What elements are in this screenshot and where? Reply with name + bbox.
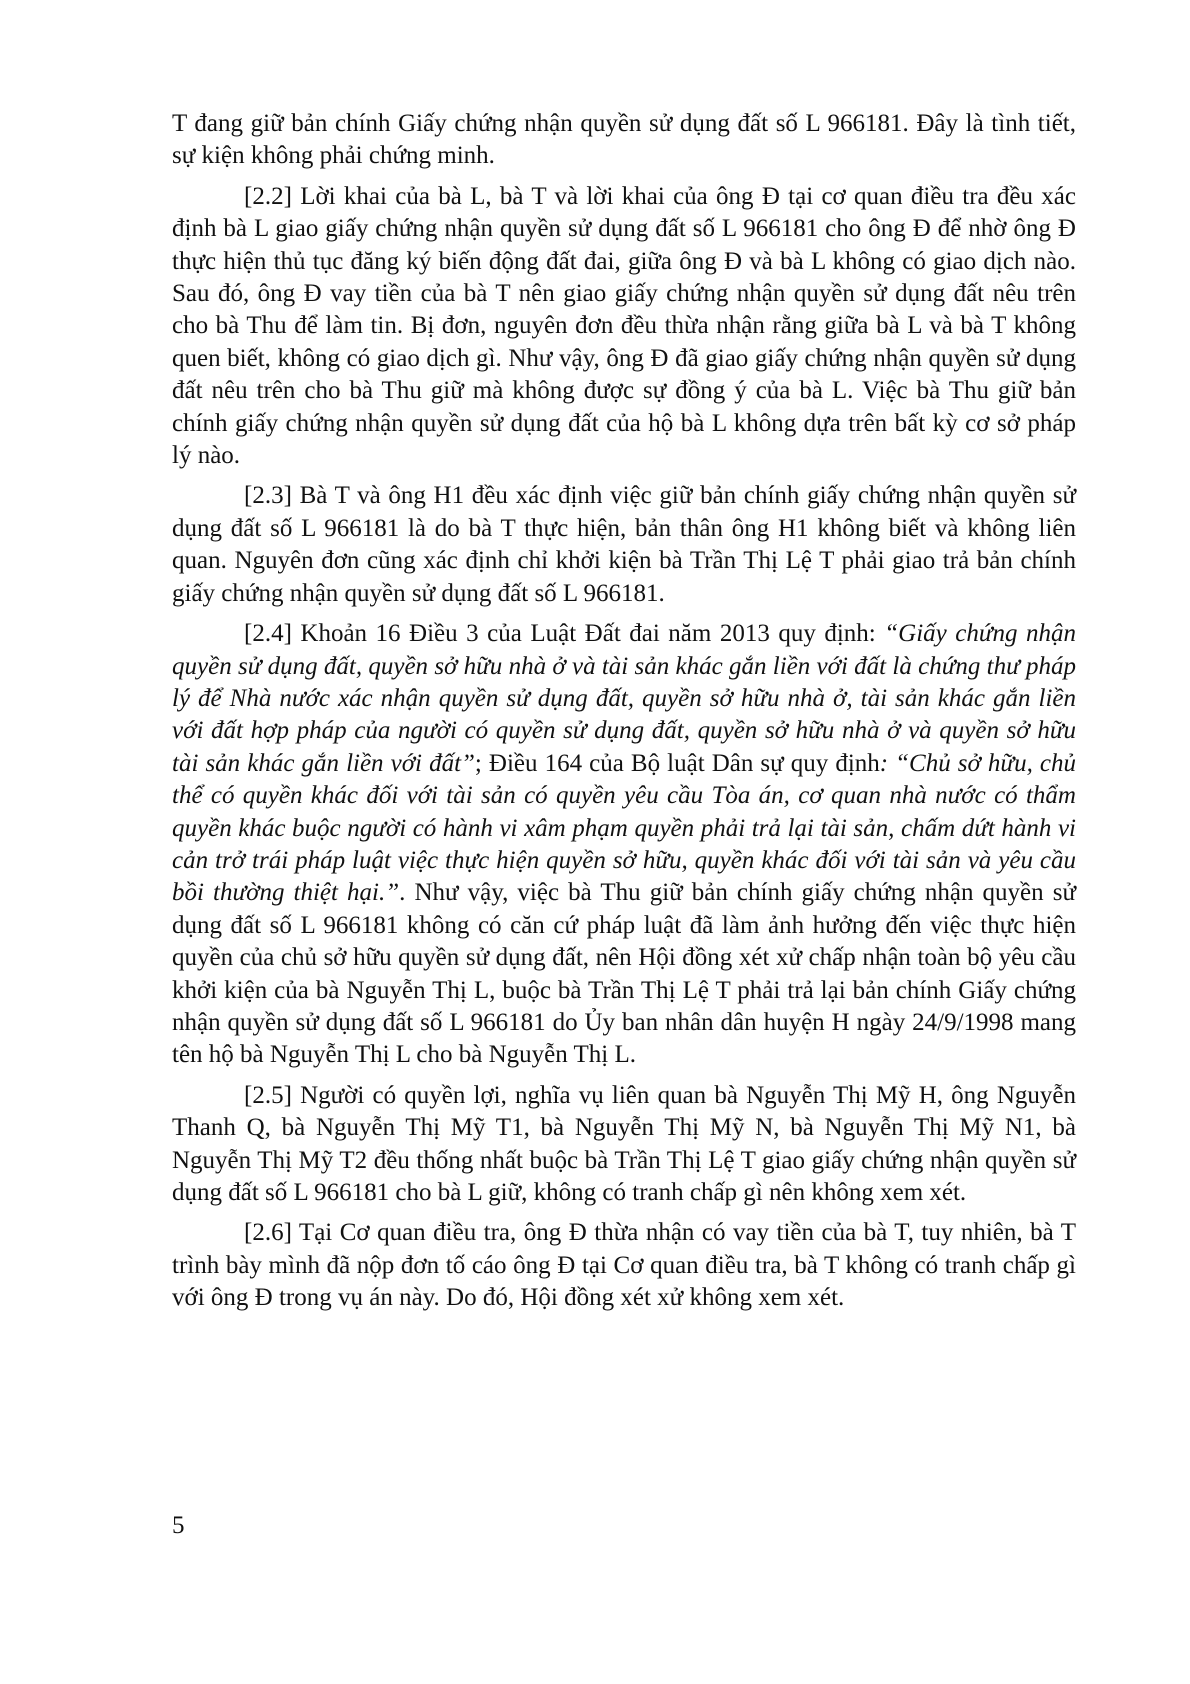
paragraph-text: [2.2] Lời khai của bà L, bà T và lời khai của ông Đ tại cơ quan điều tra đều xác định bà L giao giấy chứng nhận quyền sử dụng đất số L 966181 cho ông Đ để nhờ ông Đ thực hiện thủ tục đăng ký biến động đất đai, giữa ông Đ và bà L không có giao dịch nào. Sau đó, ông Đ vay tiền của bà T nên giao giấy chứng nhận quyền sử dụng đất nêu trên cho bà Thu để làm tin. Bị đơn, nguyên đơn đều thừa nhận rằng giữa bà L và bà T không quen biết, không có giao dịch gì. Như vậy, ông Đ đã giao giấy chứng nhận quyền sử dụng đất nêu trên cho bà Thu giữ mà không được sự đồng ý của bà L. Việc bà Thu giữ bản chính giấy chứng nhận quyền sử dụng đất của hộ bà L không dựa trên bất kỳ cơ sở pháp lý nào. [172, 182, 1076, 470]
paragraph-continuation [172, 108, 1076, 173]
paragraph-text: ; Điều 164 của Bộ luật Dân sự quy định [474, 749, 880, 777]
document-body [172, 108, 1076, 1323]
paragraph-text: [2.5] Người có quyền lợi, nghĩa vụ liên quan bà Nguyễn Thị Mỹ H, ông Nguyễn Thanh Q, bà Nguyễn Thị Mỹ T1, bà Nguyễn Thị Mỹ N, bà Nguyễn Thị Mỹ N1, bà Nguyễn Thị Mỹ T2 đều thống nhất buộc bà Trần Thị Lệ T giao giấy chứng nhận quyền sử dụng đất số L 966181 cho bà L giữ, không có tranh chấp gì nên không xem xét. [172, 1081, 1076, 1206]
paragraph-text: [2.6] Tại Cơ quan điều tra, ông Đ thừa nhận có vay tiền của bà T, tuy nhiên, bà T trình bày mình đã nộp đơn tố cáo ông Đ tại Cơ quan điều tra, bà T không có tranh chấp gì với ông Đ trong vụ án này. Do đó, Hội đồng xét xử không xem xét. [172, 1219, 1076, 1312]
paragraph-2-6 [172, 1217, 1076, 1314]
paragraph-2-3 [172, 480, 1076, 610]
paragraph-text: [2.3] Bà T và ông H1 đều xác định việc giữ bản chính giấy chứng nhận quyền sử dụng đất số L 966181 là do bà T thực hiện, bản thân ông H1 không biết và không liên quan. Nguyên đơn cũng xác định chỉ khởi kiện bà Trần Thị Lệ T phải giao trả bản chính giấy chứng nhận quyền sử dụng đất số L 966181. [172, 482, 1076, 607]
quote-land-law: “Giấy chứng nhận quyền sử dụng đất, quyền sở hữu nhà ở và tài sản khác gắn liền với đất là chứng thư pháp lý để Nhà nước xác nhận quyền sử dụng đất, quyền sở hữu nhà ở, tài sản khác gắn liền với đất hợp pháp của người có quyền sử dụng đất, quyền sở hữu nhà ở và quyền sở hữu tài sản khác gắn liền với đất” [172, 620, 1077, 777]
paragraph-2-2 [172, 181, 1076, 473]
paragraph-2-4 [172, 618, 1076, 1072]
quote-civil-code: : “Chủ sở hữu, chủ thể có quyền khác đối với tài sản có quyền yêu cầu Tòa án, cơ quan nhà nước có thẩm quyền khác buộc người có hành vi xâm phạm quyền phải trả lại tài sản, chấm dứt hành vi cản trở trái pháp luật việc thực hiện quyền sở hữu, quyền khác đối với tài sản và yêu cầu bồi thường thiệt hại.” [172, 749, 1076, 907]
page-number: 5 [172, 1512, 185, 1539]
paragraph-text: [2.4] Khoản 16 Điều 3 của Luật Đất đai năm 2013 quy định: [244, 620, 885, 648]
paragraph-text: T đang giữ bản chính Giấy chứng nhận quyền sử dụng đất số L 966181. Đây là tình tiết, sự kiện không phải chứng minh. [172, 110, 1076, 170]
paragraph-2-5 [172, 1080, 1076, 1210]
paragraph-text: . Như vậy, việc bà Thu giữ bản chính giấy chứng nhận quyền sử dụng đất số L 966181 không có căn cứ pháp luật đã làm ảnh hưởng đến việc thực hiện quyền của chủ sở hữu quyền sử dụng đất, nên Hội đồng xét xử chấp nhận toàn bộ yêu cầu khởi kiện của bà Nguyễn Thị L, buộc bà Trần Thị Lệ T phải trả lại bản chính Giấy chứng nhận quyền sử dụng đất số L 966181 do Ủy ban nhân dân huyện H ngày 24/9/1998 mang tên hộ bà Nguyễn Thị L cho bà Nguyễn Thị L. [172, 879, 1076, 1069]
